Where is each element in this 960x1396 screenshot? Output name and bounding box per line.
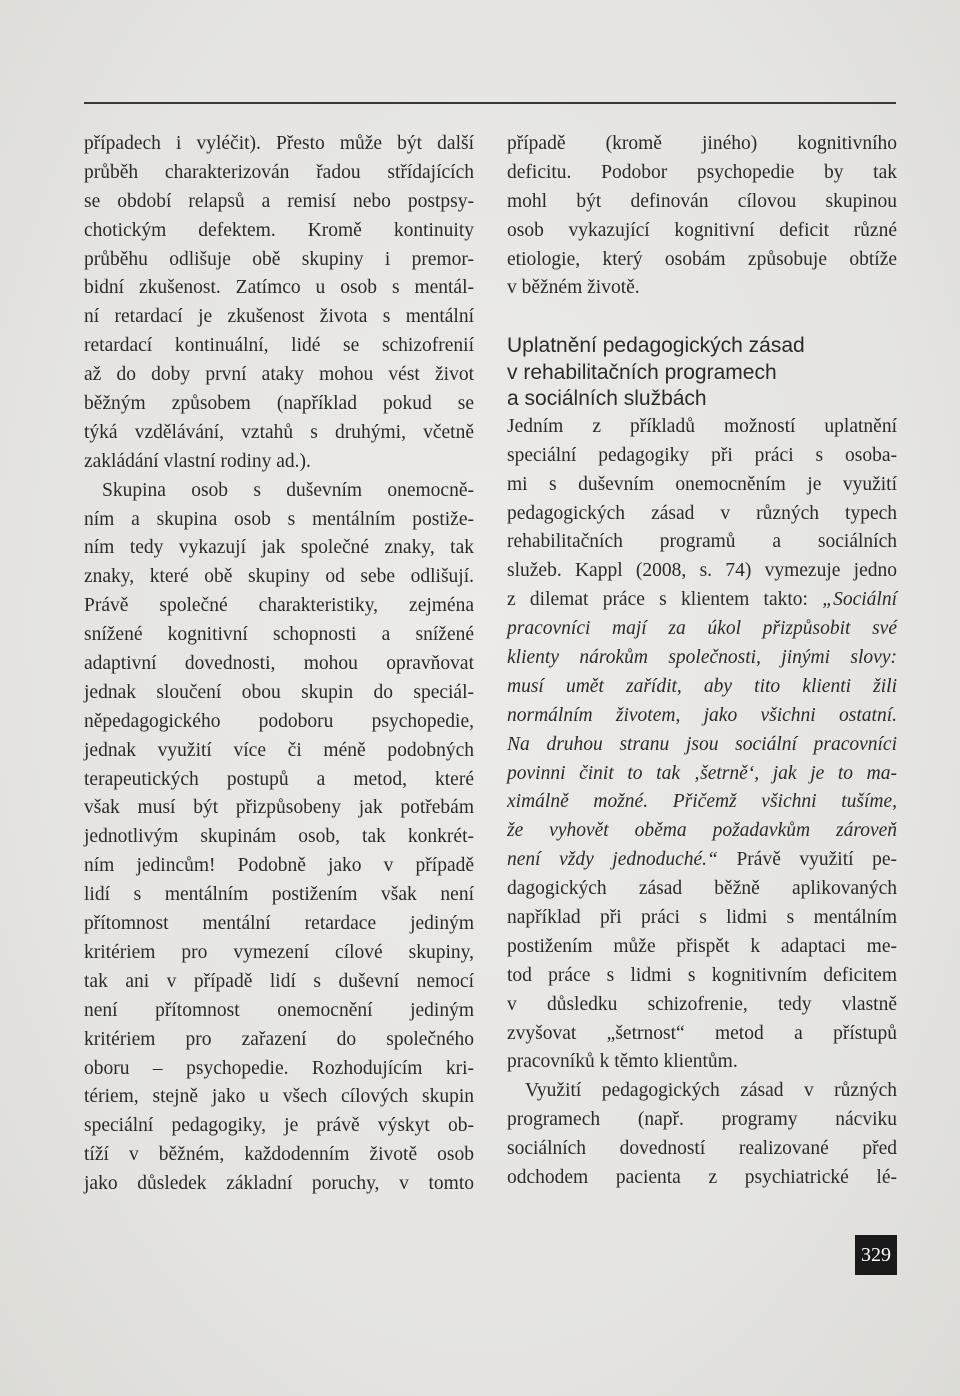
heading-line: Uplatnění pedagogických zásad [507, 334, 805, 358]
text-line: tériem, stejně jako u všech cílových skupin [84, 1086, 474, 1108]
text-line [507, 644, 897, 673]
text-line [507, 846, 897, 875]
text-line: odchodem pacienta z psychiatrické lé- [507, 1167, 897, 1188]
text-line: deficitu. Podobor psychopedie by tak [507, 161, 897, 183]
text-line: tak ani v případě lidí s duševní nemocí [84, 970, 474, 992]
text-line: tíží v běžném, každodenním životě osob [84, 1144, 474, 1166]
text-line [507, 615, 897, 644]
text-line: jednak využití více či méně podobných [84, 739, 474, 761]
text-line: terapeutických postupů a metod, které [84, 768, 474, 790]
text-line: pedagogických zásad v různých typech [507, 502, 897, 524]
quote-text: klienty nárokům společnosti, jinými slovy: [507, 646, 897, 668]
text-line: znaky, které obě skupiny od sebe odlišují. [84, 566, 474, 588]
text-line: služeb. Kappl (2008, s. 74) vymezuje jedno [507, 560, 897, 582]
text-line: průběh charakterizován řadou střídajících [84, 161, 474, 183]
text-line: ním tedy vykazují jak společné znaky, tak [84, 537, 474, 559]
text-line: Jedním z příkladů možností uplatnění [507, 415, 897, 437]
page-number: 329 [855, 1235, 897, 1275]
text-line: Využití pedagogických zásad v různých [525, 1080, 897, 1102]
quote-text: Na druhou stranu jsou sociální pracovníci [507, 733, 897, 755]
text-line: programech (např. programy nácviku [507, 1109, 897, 1131]
right-paragraph-3 [507, 1077, 897, 1193]
text-line: až do doby první ataky mohou vést život [84, 364, 474, 386]
text-line: lidí s mentálním postižením však není [84, 884, 474, 906]
text-line: přítomnost mentální retardace jediným [84, 913, 474, 935]
text-line: zakládání vlastní rodiny ad.). [84, 450, 311, 472]
text-line: v běžném životě. [507, 277, 640, 299]
quote-text: ximálně možné. Přičemž všichni tušíme, [507, 791, 897, 813]
text-line: není přítomnost onemocnění jediným [84, 999, 474, 1021]
right-paragraph-1 [507, 130, 897, 303]
text-line: etiologie, který osobám způsobuje obtíže [507, 248, 897, 270]
quote-text: musí umět zařídit, aby tito klienti žili [507, 675, 897, 697]
text-line [507, 760, 897, 789]
text-line: postižením může přispět k adaptaci me- [507, 935, 897, 957]
text-line: sociálních dovedností realizované před [507, 1138, 897, 1160]
text-line: rehabilitačních programů a sociálních [507, 531, 897, 553]
text-line: například při práci s lidmi s mentálním [507, 906, 897, 928]
quote-tail: Právě využití pe- [717, 849, 897, 871]
text-line [507, 586, 897, 615]
text-line: Skupina osob s duševním onemocně- [102, 479, 474, 501]
heading-line: v rehabilitačních programech [507, 360, 777, 384]
text-line [507, 817, 897, 846]
text-line: běžným způsobem (například pokud se [84, 393, 474, 415]
left-paragraph-1 [84, 130, 474, 477]
text-line: jako důsledek základní poruchy, v tomto [84, 1173, 474, 1195]
quote-text: že vyhovět oběma požadavkům zároveň [507, 820, 897, 842]
text-line: průběhu odlišuje obě skupiny i premor- [84, 248, 474, 270]
text-line: oboru – psychopedie. Rozhodujícím kri- [84, 1057, 474, 1079]
quote-text: není vždy jednoduché.“ [507, 849, 718, 871]
right-column [507, 130, 897, 1193]
quote-text: povinni činit to tak ‚šetrně‘, jak je to ma- [507, 762, 897, 784]
left-column [84, 130, 474, 1199]
section-heading [507, 333, 897, 413]
quote-text: „Sociální [822, 589, 897, 611]
text-line: bidní zkušenost. Zatímco u osob s mentál- [84, 277, 474, 299]
right-paragraph-2 [507, 413, 897, 1077]
text-line [507, 702, 897, 731]
left-paragraph-2 [84, 477, 474, 1199]
text-line: osob vykazující kognitivní deficit různé [507, 219, 897, 241]
text-line: Právě společné charakteristiky, zejména [84, 595, 474, 617]
header-rule [84, 102, 896, 104]
text-line: v důsledku schizofrenie, tedy vlastně [507, 993, 897, 1015]
text-line: retardací kontinuální, lidé se schizofrenií [84, 335, 474, 357]
text-line [507, 673, 897, 702]
quote-text: pracovníci mají za úkol přizpůsobit své [507, 618, 897, 640]
text-line: mi s duševním onemocněním je využití [507, 473, 897, 495]
text-line: tod práce s lidmi s kognitivním deficitem [507, 964, 897, 986]
text-line: zvyšovat „šetrnost“ metod a přístupů [507, 1022, 897, 1044]
text-line: speciální pedagogiky při práci s osoba- [507, 444, 897, 466]
quote-text: normálním životem, jako všichni ostatní. [507, 704, 897, 726]
text-line: speciální pedagogiky, je právě výskyt ob- [84, 1115, 474, 1137]
text-line: jednak sloučení obou skupin do speciál- [84, 681, 474, 703]
heading-line: a sociálních službách [507, 387, 707, 411]
text-line: jednotlivým skupinám osob, tak konkrét- [84, 826, 474, 848]
text-line: něpedagogického podoboru psychopedie, [84, 710, 474, 732]
text-line: případě (kromě jiného) kognitivního [507, 133, 897, 154]
text-line: dagogických zásad běžně aplikovaných [507, 878, 897, 900]
text-line: snížené kognitivní schopnosti a snížené [84, 624, 474, 646]
text-line: případech i vyléčit). Přesto může být další [84, 133, 474, 154]
text-line: kritériem pro vymezení cílové skupiny, [84, 941, 474, 963]
text-line: chotickým defektem. Kromě kontinuity [84, 219, 474, 241]
text-line: však musí být přizpůsobeny jak potřebám [84, 797, 474, 819]
quote-lead: z dilemat práce s klientem takto: [507, 589, 823, 611]
text-line: se období relapsů a remisí nebo postpsy- [84, 190, 474, 212]
text-line: adaptivní dovednosti, mohou opravňovat [84, 653, 474, 675]
text-line: ním a skupina osob s mentálním postiže- [84, 508, 474, 530]
text-line: kritériem pro zařazení do společného [84, 1028, 474, 1050]
text-line: ní retardací je zkušenost života s mentální [84, 306, 474, 328]
text-line [507, 731, 897, 760]
text-line: ním jedincům! Podobně jako v případě [84, 855, 474, 877]
text-line: pracovníků k těmto klientům. [507, 1051, 738, 1073]
text-line: mohl být definován cílovou skupinou [507, 190, 897, 212]
text-line [507, 788, 897, 817]
text-line: týká vzdělávání, vztahů s druhými, včetně [84, 421, 474, 443]
